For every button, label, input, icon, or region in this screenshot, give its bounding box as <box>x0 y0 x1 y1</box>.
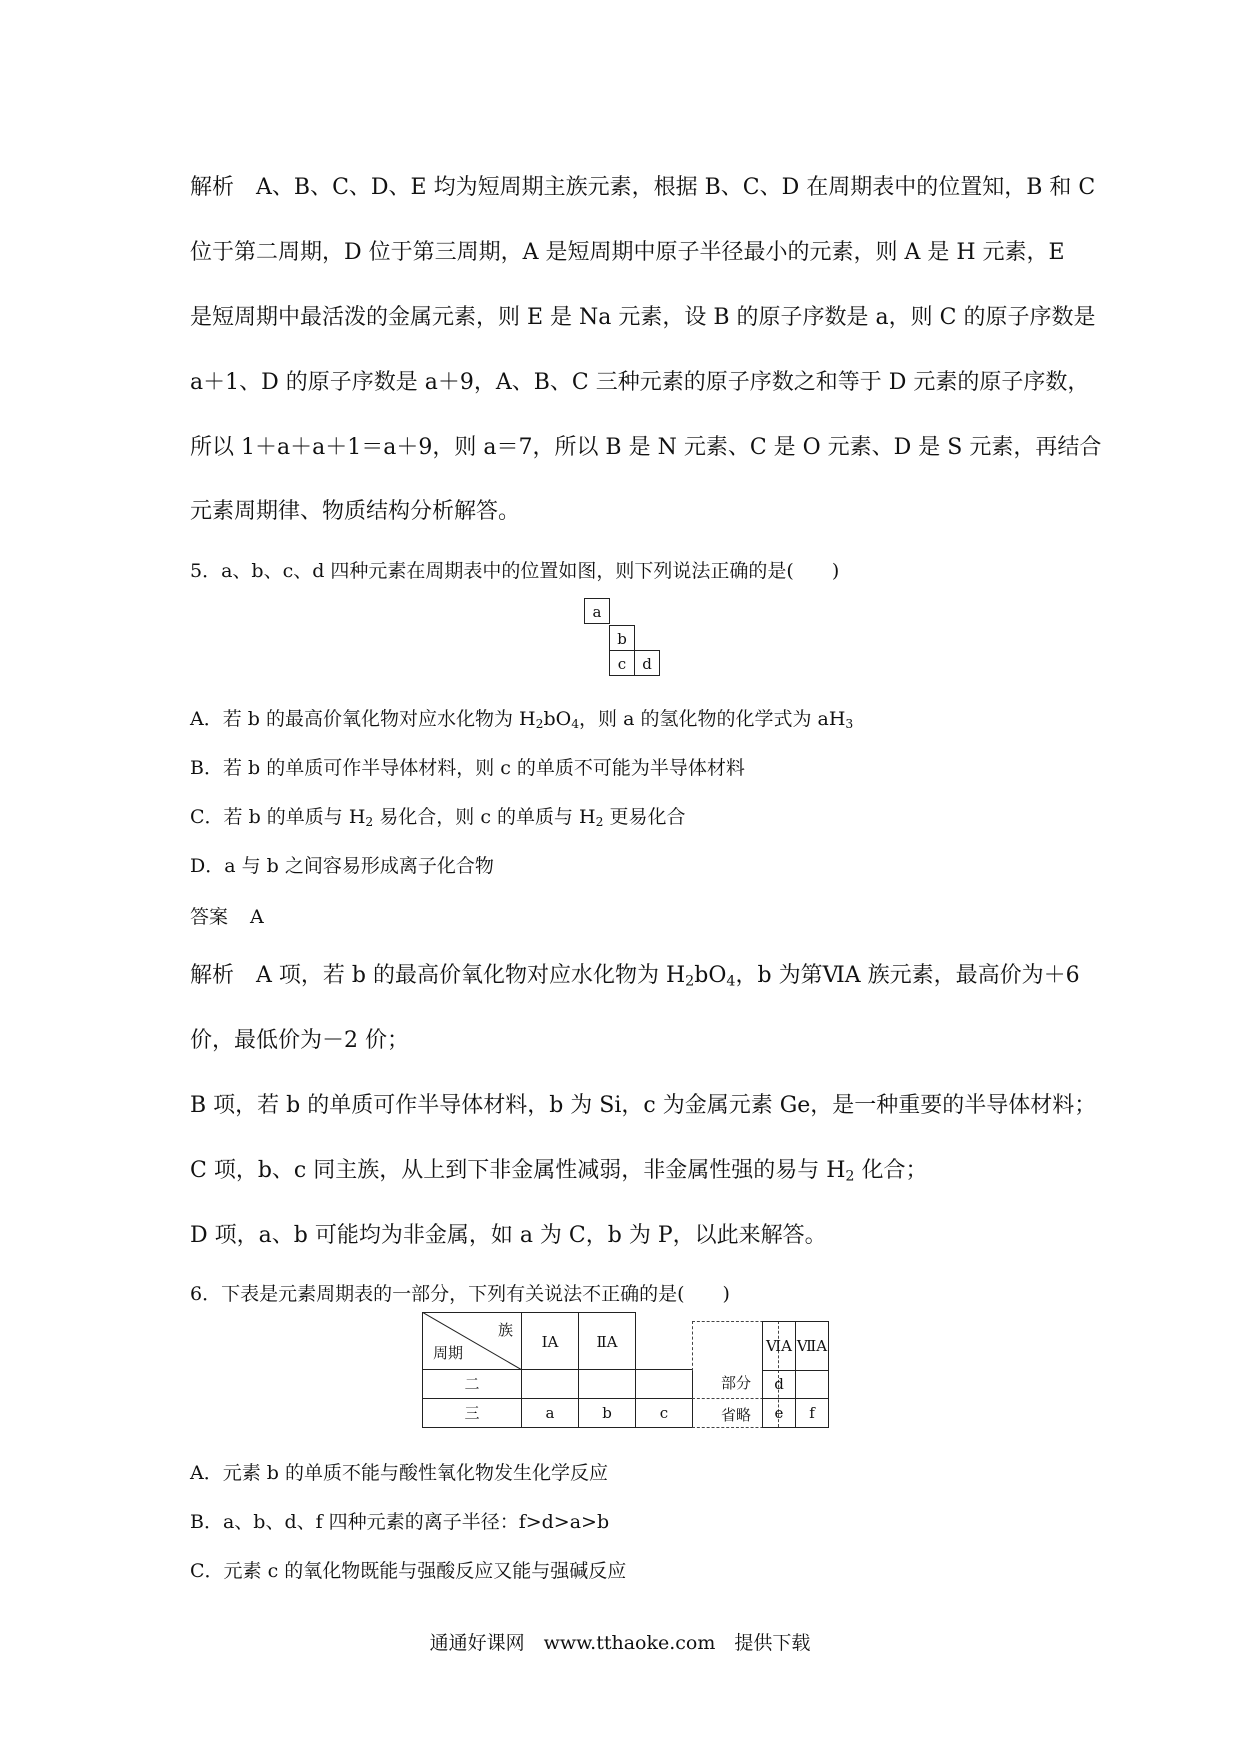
figure-cell-b: b <box>609 625 635 651</box>
question-5-option-b: B．若 b 的单质可作半导体材料，则 c 的单质不可能为半导体材料 <box>190 757 745 779</box>
analysis-line-6: 元素周期律、物质结构分析解答。 <box>190 499 521 524</box>
cell-c: c <box>635 1398 693 1428</box>
question-5-analysis-3: B 项，若 b 的单质可作半导体材料，b 为 Si，c 为金属元素 Ge，是一种重要的半导体材料； <box>190 1093 1097 1118</box>
question-5-analysis-1: 解析 A 项，若 b 的最高价氧化物对应水化物为 $H_2bO_4$，b 为第ⅥA 族元素，最高价为＋6 <box>190 963 1080 990</box>
row-period-2: 二 <box>422 1369 522 1399</box>
analysis-label: 解析 <box>190 175 235 200</box>
periodic-table-fragment <box>422 1312 832 1440</box>
figure-cell-c: c <box>609 650 635 676</box>
question-5-analysis-4: C 项，b、c 同主族，从上到下非金属性减弱，非金属性强的易与 $H_2$ 化合； <box>190 1158 928 1185</box>
group-1a-header: ⅠA <box>521 1312 579 1370</box>
cell-2-2a <box>578 1369 636 1399</box>
corner-period-label: 周期 <box>433 1344 464 1362</box>
question-5-option-d: D．a 与 b 之间容易形成离子化合物 <box>190 855 494 877</box>
analysis-line-5: 所以 1＋a＋a＋1＝a＋9，则 a＝7，所以 B 是 N 元素、C 是 O 元素、D 是 S 元素，再结合 <box>190 435 1102 460</box>
corner-group-label: 族 <box>497 1321 513 1339</box>
cell-2-7a <box>795 1370 829 1399</box>
question-6-option-a: A．元素 b 的单质不能与酸性氧化物发生化学反应 <box>190 1462 608 1484</box>
question-5-answer <box>190 902 1070 929</box>
cell-a: a <box>521 1398 579 1428</box>
analysis-line-4: a＋1、D 的原子序数是 a＋9，A、B、C 三种元素的原子序数之和等于 D 元素的原子序数， <box>190 370 1090 395</box>
omitted-label-1: 部分 <box>720 1374 751 1392</box>
figure-cell-d: d <box>634 650 660 676</box>
question-5-analysis-2: 价，最低价为－2 价； <box>190 1028 409 1053</box>
question-6-option-b: B．a、b、d、f 四种元素的离子半径：f>d>a>b <box>190 1511 610 1533</box>
analysis-line-1 <box>190 170 1096 201</box>
question-5-stem: 5．a、b、c、d 四种元素在周期表中的位置如图，则下列说法正确的是( ) <box>190 560 840 582</box>
question-6-stem: 6．下表是元素周期表的一部分，下列有关说法不正确的是( ) <box>190 1283 730 1305</box>
cell-f: f <box>795 1398 829 1428</box>
question-5-option-a: A．若 b 的最高价氧化物对应水化物为 $H_2bO_4$，则 a 的氢化物的化学式为 $aH_3$ <box>190 708 854 732</box>
question-5-figure <box>584 598 664 680</box>
table-corner-cell <box>422 1312 522 1370</box>
question-6-option-c: C．元素 c 的氧化物既能与强酸反应又能与强碱反应 <box>190 1560 627 1582</box>
group-6a-header: ⅥA <box>762 1321 796 1371</box>
cell-d: d <box>762 1370 796 1399</box>
cell-e: e <box>762 1398 796 1428</box>
question-5-option-c: C．若 b 的单质与 $H_2$ 易化合，则 c 的单质与 $H_2$ 更易化合 <box>190 806 686 830</box>
group-2a-header: ⅡA <box>578 1312 636 1370</box>
analysis-line-3: 是短周期中最活泼的金属元素，则 E 是 Na 元素，设 B 的原子序数是 a，则 C 的原子序数是 <box>190 305 1096 330</box>
question-5-analysis-5: D 项，a、b 可能均为非金属，如 a 为 C，b 为 P，以此来解答。 <box>190 1223 827 1248</box>
cell-2-1a <box>521 1369 579 1399</box>
answer-label: 答案 <box>190 906 229 928</box>
analysis-line-2: 位于第二周期，D 位于第三周期，A 是短周期中原子半径最小的元素，则 A 是 H 元素，E <box>190 240 1065 265</box>
analysis-text: A、B、C、D、E 均为短周期主族元素，根据 B、C、D 在周期表中的位置知，B 和 C <box>256 175 1096 200</box>
footer-source: 通通好课网 www.tthaoke.com 提供下载 <box>429 1632 811 1654</box>
figure-cell-a: a <box>584 598 610 624</box>
group-7a-header: ⅦA <box>795 1321 829 1371</box>
cell-2-3a <box>635 1369 693 1399</box>
analysis-label: 解析 <box>190 963 235 988</box>
answer-value: A <box>250 906 264 928</box>
omitted-label-2: 省略 <box>720 1406 751 1424</box>
cell-b: b <box>578 1398 636 1428</box>
row-period-3: 三 <box>422 1398 522 1428</box>
